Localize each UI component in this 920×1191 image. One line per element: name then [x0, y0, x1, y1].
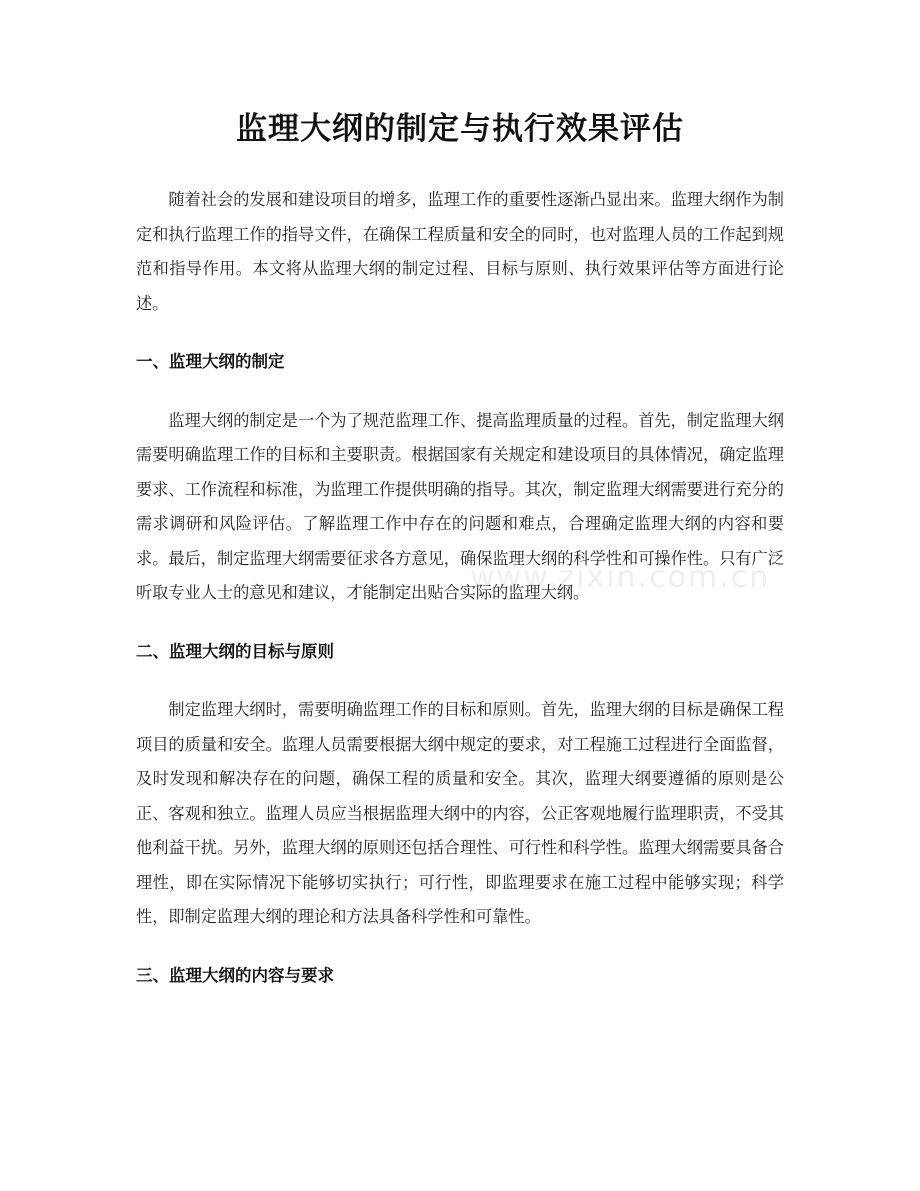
- section-paragraph-2: 制定监理大纲时，需要明确监理工作的目标和原则。首先，监理大纲的目标是确保工程项目的质量和安全。监理人员需要根据大纲中规定的要求，对工程施工过程进行全面监督，及时发现和解决存在的问题，确保工程的质量和安全。其次，监理大纲要遵循的原则是公正、客观和独立。监理人员应当根据监理大纲中的内容，公正客观地履行监理职责，不受其他利益干扰。另外，监理大纲的原则还包括合理性、可行性和科学性。监理大纲需要具备合理性，即在实际情况下能够切实执行；可行性，即监理要求在施工过程中能够实现；科学性，即制定监理大纲的理论和方法具备科学性和可靠性。: [136, 700, 784, 926]
- spacer: [136, 380, 784, 404]
- section-heading-1: 一、监理大纲的制定: [136, 352, 285, 371]
- spacer: [136, 611, 784, 635]
- intro-paragraph: 随着社会的发展和建设项目的增多，监理工作的重要性逐渐凸显出来。监理大纲作为制定和执行监理工作的指导文件，在确保工程质量和安全的同时，也对监理人员的工作起到规范和指导作用。本文将从监理大纲的制定过程、目标与原则、执行效果评估等方面进行论述。: [136, 190, 784, 313]
- spacer: [136, 321, 784, 345]
- watermark: www.zixin.com.cn: [470, 560, 771, 595]
- section-heading-3: 三、监理大纲的内容与要求: [136, 965, 334, 985]
- document-body: [136, 183, 784, 993]
- section-paragraph-1: 监理大纲的制定是一个为了规范监理工作、提高监理质量的过程。首先，制定监理大纲需要明确监理工作的目标和主要职责。根据国家有关规定和建设项目的具体情况，确定监理要求、工作流程和标准，为监理工作提供明确的指导。其次，制定监理大纲需要进行充分的需求调研和风险评估。了解监理工作中存在的问题和难点，合理确定监理大纲的内容和要求。最后，制定监理大纲需要征求各方意见，确保监理大纲的科学性和可操作性。只有广泛听取专业人士的意见和建议，才能制定出贴合实际的监理大纲。: [136, 410, 784, 602]
- spacer: [136, 935, 784, 959]
- section-heading-2: 二、监理大纲的目标与原则: [136, 641, 334, 661]
- document-title: 监理大纲的制定与执行效果评估: [236, 111, 684, 147]
- spacer: [136, 669, 784, 693]
